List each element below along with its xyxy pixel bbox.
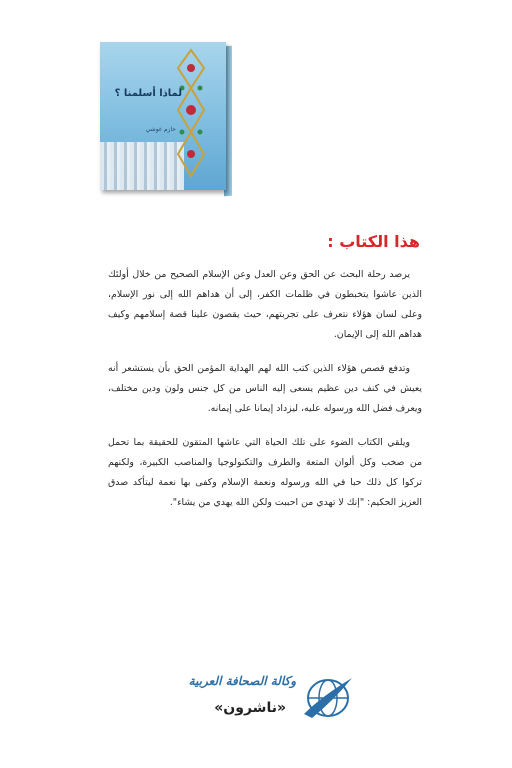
book-cover — [100, 42, 232, 192]
publisher-logo — [176, 668, 356, 730]
description-paragraph: ويلقي الكتاب الضوء على تلك الحياة التي عاشها المتقون للحقيقة بما تحمل من صخب وكل ألوان المتعة والطرف والتكنولوجيا والمناصب الكبيرة، ولكنهم تركوا كل ذلك حبا في الله ورسوله ونعمة الإسلام وكفى بها نعمة ليتأكد صدق العزيز الحكيم: "إنك لا تهدي من احببت ولكن الله يهدي من يشاء". — [108, 437, 422, 508]
description-paragraph: يرصد رحلة البحث عن الحق وعن العدل وعن الإسلام الصحيح من خلال أولئك الذين عاشوا يتخبطون في ظلمات الكفر، إلى أن هداهم الله إلى نور الإسلام، وعلى لسان هؤلاء نتعرف على تجربتهم، حيث يقصون علينا قصة إسلامهم وكيف هداهم الله إلى الإيمان. — [108, 269, 422, 340]
publisher-tagline: «ناشرون» — [214, 700, 286, 716]
ornament-icon — [174, 48, 208, 178]
cover-author: حازم غوشي — [145, 126, 176, 133]
cover-artwork — [100, 142, 184, 190]
globe-quill-icon — [298, 668, 356, 726]
cover-title: لماذا أسلمنا ؟ — [114, 88, 182, 99]
book-description — [108, 265, 422, 527]
book-cover-face — [100, 42, 226, 190]
description-paragraph: وتدفع قصص هؤلاء الذين كتب الله لهم الهداية المؤمن الحق بأن يستشعر أنه يعيش في كنف دين عظيم يسعى إليه الناس من كل جنس ولون ودين مختلف، ويعرف فضل الله ورسوله عليه، ليزداد إيمانا على إيمانه. — [108, 363, 422, 414]
publisher-name: وكالة الصحافة العربية — [188, 674, 296, 688]
section-heading: هذا الكتاب : — [327, 232, 420, 251]
